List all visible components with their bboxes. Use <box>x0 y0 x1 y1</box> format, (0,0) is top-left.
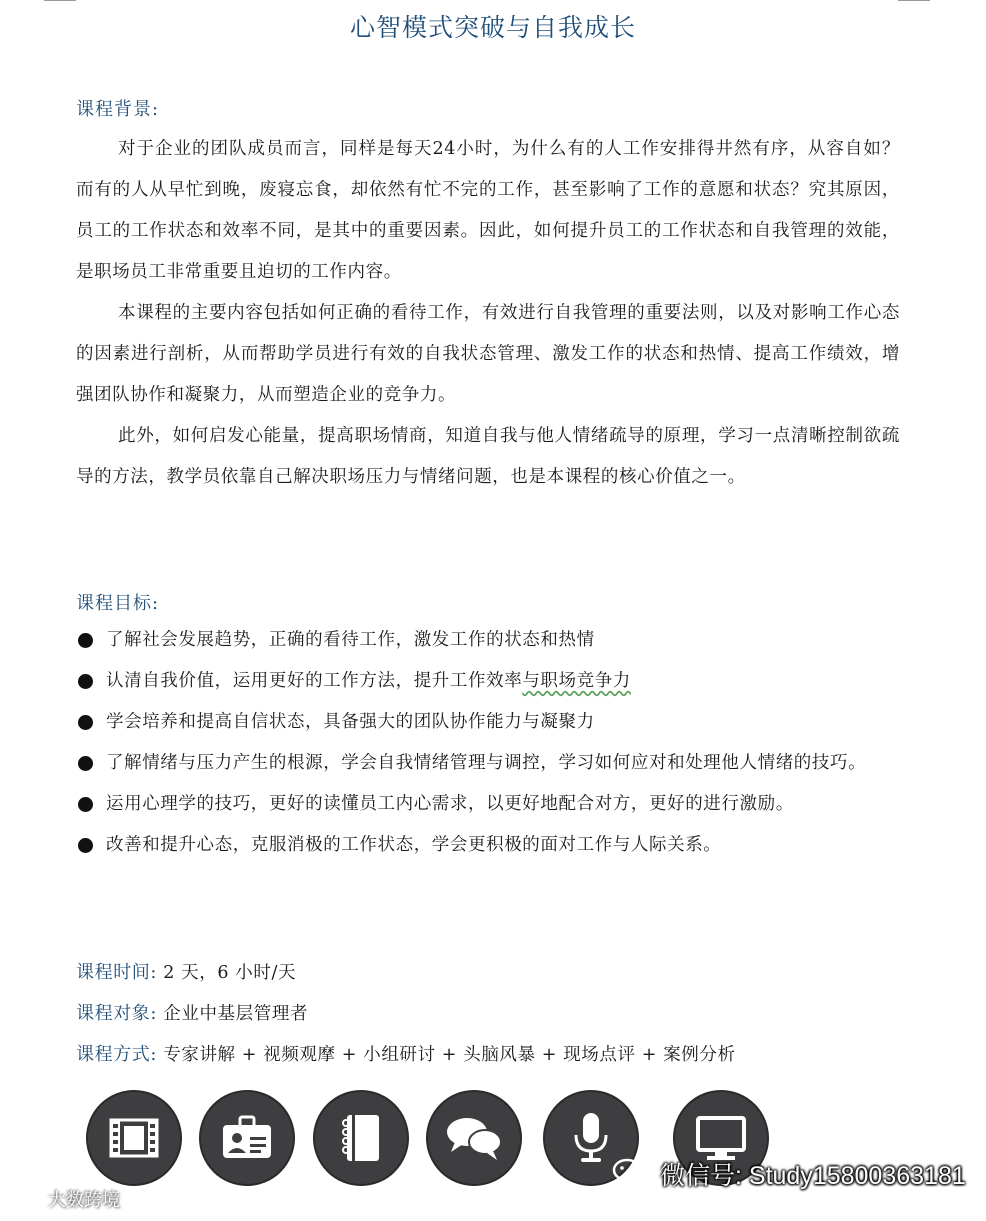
bullet-icon <box>78 797 93 812</box>
background-heading: 课程背景: <box>76 99 160 120</box>
bullet-icon <box>78 756 93 771</box>
id-badge-icon <box>199 1090 295 1186</box>
goals-heading: 课程目标: <box>76 593 160 614</box>
wechat-logo-icon <box>612 1157 652 1191</box>
goal-item <box>76 620 906 661</box>
goal-item <box>76 825 906 866</box>
bottom-watermark-text: 大数跨境 <box>48 1190 120 1210</box>
goals-list <box>76 620 906 866</box>
page-corner-mark-left <box>44 0 76 1</box>
course-time-value: 2 天，6 小时/天 <box>163 963 297 983</box>
goal-item <box>76 661 906 702</box>
goal-text-underlined: 与职场竞争力 <box>522 671 631 691</box>
page-corner-mark-right <box>898 0 930 1</box>
goal-text: 改善和提升心态，克服消极的工作状态，学会更积极的面对工作与人际关系。 <box>106 835 722 855</box>
course-method-label: 课程方式: <box>76 1044 158 1065</box>
course-audience-row <box>76 999 308 1025</box>
chat-bubbles-icon <box>426 1090 522 1186</box>
course-method-row <box>76 1040 736 1066</box>
goal-text: 认清自我价值，运用更好的工作方法，提升工作效率 <box>106 671 523 691</box>
goal-item <box>76 784 906 825</box>
document-title: 心智模式突破与自我成长 <box>349 13 636 42</box>
course-audience-label: 课程对象: <box>76 1003 158 1024</box>
course-method-value: 专家讲解 + 视频观摩 + 小组研讨 + 头脑风暴 + 现场点评 + 案例分析 <box>163 1045 736 1065</box>
goal-item <box>76 743 906 784</box>
wechat-watermark-text: 微信号: Study15800363181 <box>660 1162 966 1190</box>
bullet-icon <box>78 633 93 648</box>
bottom-watermark <box>8 1186 120 1212</box>
goal-text: 运用心理学的技巧，更好的读懂员工内心需求，以更好地配合对方，更好的进行激励。 <box>106 794 794 814</box>
bullet-icon <box>78 715 93 730</box>
background-paragraph-3: 此外，如何启发心能量，提高职场情商，知道自我与他人情绪疏导的原理，学习一点清晰控制欲疏导的方法，教学员依靠自己解决职场压力与情绪问题，也是本课程的核心价值之一。 <box>76 426 900 487</box>
bullet-icon <box>78 674 93 689</box>
course-time-label: 课程时间: <box>76 962 158 983</box>
background-paragraph-2: 本课程的主要内容包括如何正确的看待工作，有效进行自我管理的重要法则，以及对影响工作心态的因素进行剖析，从而帮助学员进行有效的自我状态管理、激发工作的状态和热情、提高工作绩效，增强团队协作和凝聚力，从而塑造企业的竞争力。 <box>76 303 900 405</box>
film-icon <box>86 1090 182 1186</box>
goal-text: 了解社会发展趋势，正确的看待工作，激发工作的状态和热情 <box>106 630 595 650</box>
course-audience-value: 企业中基层管理者 <box>163 1004 309 1024</box>
bullet-icon <box>78 838 93 853</box>
background-paragraph-1: 对于企业的团队成员而言，同样是每天24小时，为什么有的人工作安排得井然有序，从容自如？而有的人从早忙到晚，废寝忘食，却依然有忙不完的工作，甚至影响了工作的意愿和状态？究其原因，员工的工作状态和效率不同，是其中的重要因素。因此，如何提升员工的工作状态和自我管理的效能，是职场员工非常重要且迫切的工作内容。 <box>76 139 900 282</box>
goal-text: 了解情绪与压力产生的根源，学会自我情绪管理与调控，学习如何应对和处理他人情绪的技巧。 <box>106 753 867 773</box>
wechat-watermark <box>612 1156 966 1192</box>
goal-item <box>76 702 906 743</box>
notebook-icon <box>313 1090 409 1186</box>
goal-text: 学会培养和提高自信状态，具备强大的团队协作能力与凝聚力 <box>106 712 595 732</box>
course-time-row <box>76 958 296 984</box>
watermark-logo-icon <box>8 1189 44 1209</box>
